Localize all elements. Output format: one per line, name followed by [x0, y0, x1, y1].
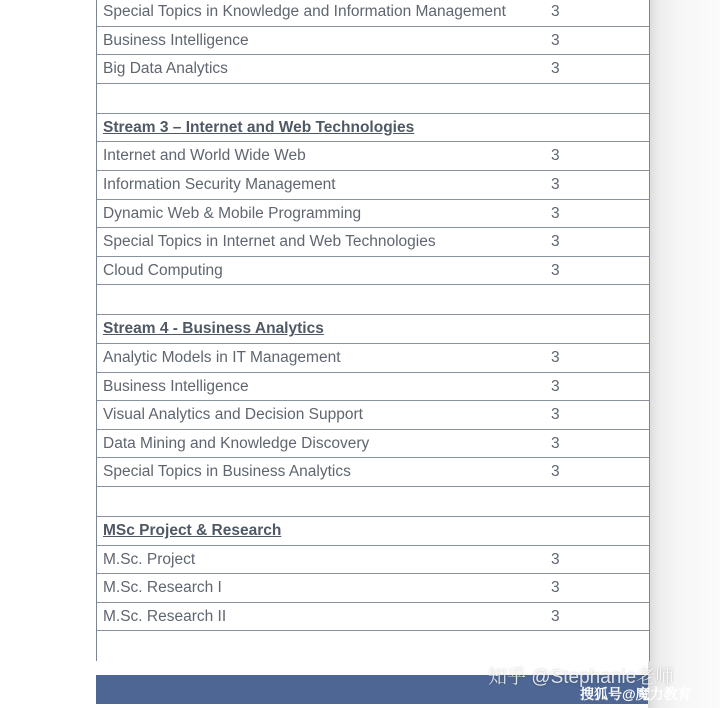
course-credits: 3 — [551, 579, 560, 597]
course-name: Special Topics in Knowledge and Information Management — [103, 3, 506, 20]
stream-title: MSc Project & Research — [103, 521, 282, 539]
course-name: Business Intelligence — [103, 377, 249, 395]
course-credits: 3 — [551, 60, 560, 78]
course-credits: 3 — [551, 406, 560, 424]
table-row — [97, 27, 649, 56]
stream-title: Stream 4 - Business Analytics — [103, 320, 324, 338]
table-row — [97, 458, 649, 487]
course-name: M.Sc. Research I — [103, 579, 222, 597]
course-name: Business Intelligence — [103, 31, 249, 49]
course-credits: 3 — [551, 233, 560, 251]
course-name: Visual Analytics and Decision Support — [103, 406, 363, 424]
course-credits: 3 — [551, 463, 560, 481]
course-credits: 3 — [551, 434, 560, 452]
course-credits: 3 — [551, 31, 560, 49]
course-credits: 3 — [551, 377, 560, 395]
table-row — [97, 373, 649, 402]
stream-heading — [97, 315, 649, 344]
page-edge-shadow — [648, 0, 720, 708]
course-credits: 3 — [551, 607, 560, 625]
blank-row — [97, 84, 649, 114]
blank-row — [97, 631, 649, 661]
course-credits: 3 — [551, 348, 560, 366]
table-row — [97, 546, 649, 575]
table-row — [97, 603, 649, 632]
table-row — [97, 574, 649, 603]
sohu-watermark: 搜狐号@魔力教育 — [580, 686, 692, 702]
stream-heading — [97, 114, 649, 143]
table-row — [97, 344, 649, 373]
table-row — [97, 228, 649, 257]
course-name: M.Sc. Project — [103, 550, 196, 568]
table-row — [97, 171, 649, 200]
table-row — [97, 200, 649, 229]
course-credits: 3 — [551, 3, 560, 20]
course-credits: 3 — [551, 204, 560, 222]
course-name: Big Data Analytics — [103, 60, 228, 78]
course-name: M.Sc. Research II — [103, 607, 227, 625]
course-name: Special Topics in Business Analytics — [103, 463, 351, 481]
table-row — [97, 257, 649, 286]
stream-heading — [97, 517, 649, 546]
course-name: Analytic Models in IT Management — [103, 348, 341, 366]
table-row — [97, 142, 649, 171]
course-credits: 3 — [551, 147, 560, 165]
course-credits: 3 — [551, 175, 560, 193]
table-row — [97, 430, 649, 459]
course-credits: 3 — [551, 261, 560, 279]
course-name: Special Topics in Internet and Web Technologies — [103, 233, 436, 251]
course-name: Data Mining and Knowledge Discovery — [103, 434, 370, 452]
course-name: Internet and World Wide Web — [103, 147, 306, 165]
course-credits: 3 — [551, 550, 560, 568]
zhihu-watermark: 知乎 @Stephanie老师 — [488, 667, 675, 688]
blank-row — [97, 285, 649, 315]
table-row — [97, 55, 649, 84]
table-row — [97, 0, 649, 27]
course-name: Information Security Management — [103, 175, 336, 193]
course-name: Cloud Computing — [103, 261, 223, 279]
course-name: Dynamic Web & Mobile Programming — [103, 204, 362, 222]
table-row — [97, 401, 649, 430]
stream-title: Stream 3 – Internet and Web Technologies — [103, 118, 415, 136]
course-table — [96, 0, 650, 661]
blank-row — [97, 487, 649, 517]
